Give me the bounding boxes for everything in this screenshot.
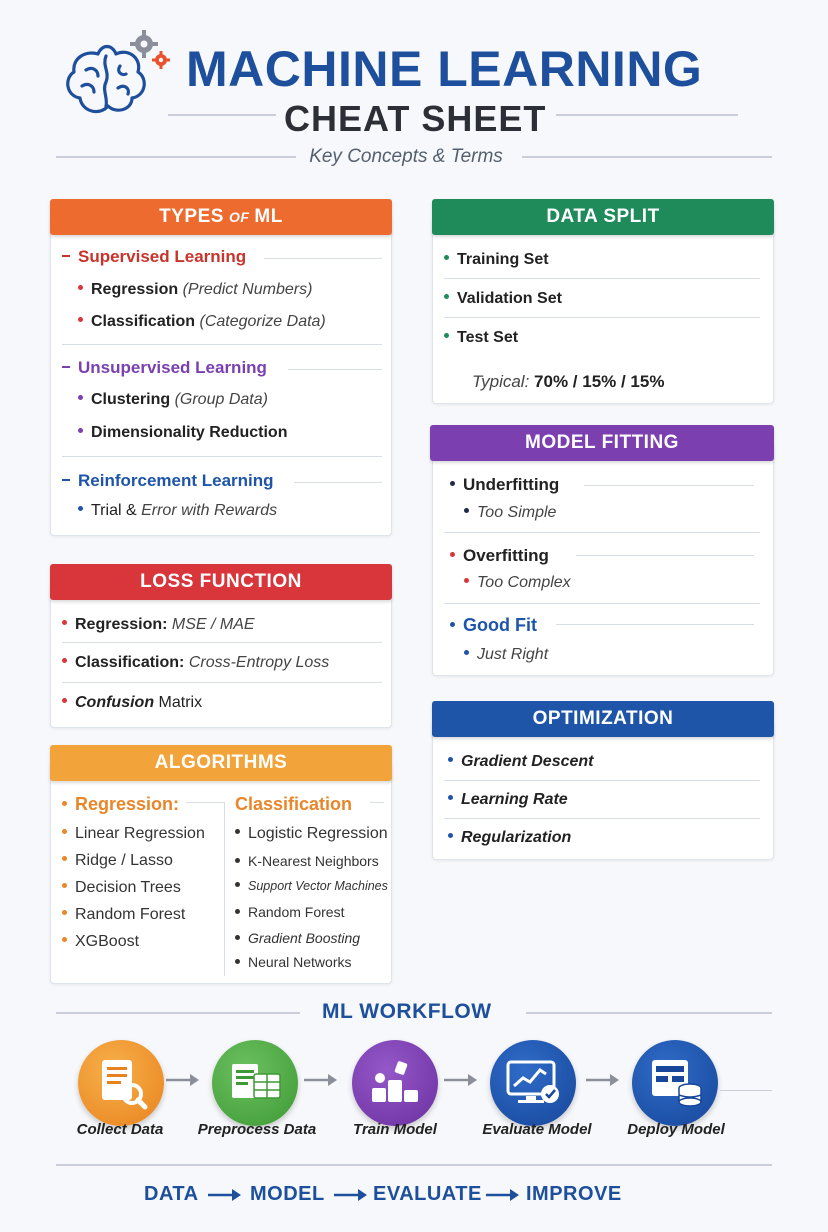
overfitting-item: Overfitting (450, 546, 549, 566)
arrow-right-icon (334, 1187, 368, 1208)
underfitting-item: Underfitting (450, 475, 559, 495)
loss-divider-2 (62, 682, 382, 683)
reinforcement-heading: Reinforcement Learning (62, 471, 274, 491)
workflow-divider-right (526, 1012, 772, 1014)
trial-error-item: Trial & Error with Rewards (78, 502, 277, 520)
footer-model: MODEL (250, 1183, 325, 1205)
algo-classification-heading: Classification (235, 794, 353, 814)
workflow-step-label: Preprocess Data (197, 1121, 317, 1138)
workflow-step-label: Train Model (353, 1121, 437, 1138)
workflow-step-label: Collect Data (76, 1121, 164, 1138)
algo-cls-item: Support Vector Machines (235, 879, 388, 893)
data-split-divider-2 (444, 317, 760, 318)
types-of-ml-banner (50, 199, 392, 235)
data-split-divider-1 (444, 278, 760, 279)
loss-classification-item: Classification: Cross-Entropy Loss (62, 654, 329, 672)
spreadsheet-icon (212, 1040, 298, 1126)
arrow-right-icon (586, 1072, 620, 1093)
arrow-right-icon (166, 1072, 200, 1093)
loss-regression-item: Regression: MSE / MAE (62, 616, 255, 634)
algo-classification-rule (370, 802, 384, 803)
page-subtitle: CHEAT SHEET (284, 98, 547, 139)
arrow-right-icon (486, 1187, 520, 1208)
fitting-divider-2 (444, 603, 760, 604)
algo-cls-item: K-Nearest Neighbors (235, 853, 379, 869)
tagline-divider-right (522, 156, 772, 158)
clustering-item: Clustering (Group Data) (78, 391, 268, 409)
confusion-matrix-item: Confusion Matrix (62, 694, 202, 712)
supervised-heading: Supervised Learning (62, 247, 246, 267)
workflow-divider-left (56, 1012, 300, 1014)
page-title: MACHINE LEARNING (186, 41, 703, 97)
tagline: Key Concepts & Terms (309, 146, 503, 167)
algo-cls-item: Logistic Regression (235, 825, 388, 843)
training-set-item: Training Set (444, 251, 549, 269)
reinforcement-rule (294, 482, 382, 483)
document-search-icon (78, 1040, 164, 1126)
arrow-right-icon (304, 1072, 338, 1093)
regression-item: Regression (Predict Numbers) (78, 281, 312, 299)
algo-reg-item: Ridge / Lasso (62, 852, 173, 870)
overfitting-rule (576, 555, 754, 556)
workflow-title: ML WORKFLOW (322, 1000, 492, 1023)
types-title-b: ML (254, 206, 283, 227)
data-split-banner: DATA SPLIT (432, 199, 774, 235)
algo-cls-item: Random Forest (235, 904, 344, 920)
supervised-rule (264, 258, 382, 259)
algo-cls-item: Neural Networks (235, 954, 351, 970)
footer-divider (56, 1164, 772, 1166)
workflow-step-label: Evaluate Model (482, 1121, 592, 1138)
types-divider-1 (62, 344, 382, 345)
algo-regression-rule (186, 802, 224, 803)
good-fit-rule (556, 624, 754, 625)
footer-improve: IMPROVE (526, 1183, 622, 1205)
regularization-item: Regularization (448, 829, 571, 847)
algo-reg-item: Decision Trees (62, 879, 181, 897)
title-divider-right (556, 114, 738, 116)
model-fitting-banner: MODEL FITTING (430, 425, 774, 461)
title-divider-left (168, 114, 276, 116)
optimization-divider-1 (444, 780, 760, 781)
database-server-icon (632, 1040, 718, 1126)
classification-item: Classification (Categorize Data) (78, 313, 326, 331)
good-fit-note: Just Right (464, 646, 548, 664)
algo-reg-item: Linear Regression (62, 825, 205, 843)
workflow-step-label: Deploy Model (627, 1121, 725, 1138)
brain-gear-logo-icon (58, 26, 178, 126)
unsupervised-heading: Unsupervised Learning (62, 358, 267, 378)
overfitting-note: Too Complex (464, 574, 571, 592)
footer-data: DATA (144, 1183, 199, 1205)
algo-reg-item: Random Forest (62, 906, 185, 924)
algo-regression-heading: Regression: (62, 794, 179, 815)
types-divider-2 (62, 456, 382, 457)
optimization-banner: OPTIMIZATION (432, 701, 774, 737)
underfitting-note: Too Simple (464, 504, 556, 522)
fitting-divider-1 (444, 532, 760, 533)
typical-split: Typical: 70% / 15% / 15% (472, 372, 665, 391)
good-fit-item: Good Fit (450, 615, 537, 636)
tagline-divider-left (56, 156, 296, 158)
footer-evaluate: EVALUATE (373, 1183, 482, 1205)
arrow-right-icon (208, 1187, 242, 1208)
algorithms-banner: ALGORITHMS (50, 745, 392, 781)
optimization-divider-2 (444, 818, 760, 819)
arrow-right-icon (444, 1072, 478, 1093)
types-title-of: OF (228, 209, 250, 225)
building-blocks-icon (352, 1040, 438, 1126)
algo-cls-item: Gradient Boosting (235, 930, 360, 946)
gradient-descent-item: Gradient Descent (448, 753, 593, 771)
algo-column-divider (224, 802, 225, 976)
workflow-trail-line (720, 1090, 772, 1091)
monitor-chart-icon (490, 1040, 576, 1126)
types-title-a: TYPES (159, 206, 224, 227)
learning-rate-item: Learning Rate (448, 791, 568, 809)
test-set-item: Test Set (444, 329, 518, 347)
algo-reg-item: XGBoost (62, 933, 139, 951)
unsupervised-rule (288, 369, 382, 370)
loss-function-banner: LOSS FUNCTION (50, 564, 392, 600)
loss-divider-1 (62, 642, 382, 643)
underfitting-rule (584, 485, 754, 486)
validation-set-item: Validation Set (444, 290, 562, 308)
dimensionality-reduction-item: Dimensionality Reduction (78, 424, 287, 442)
